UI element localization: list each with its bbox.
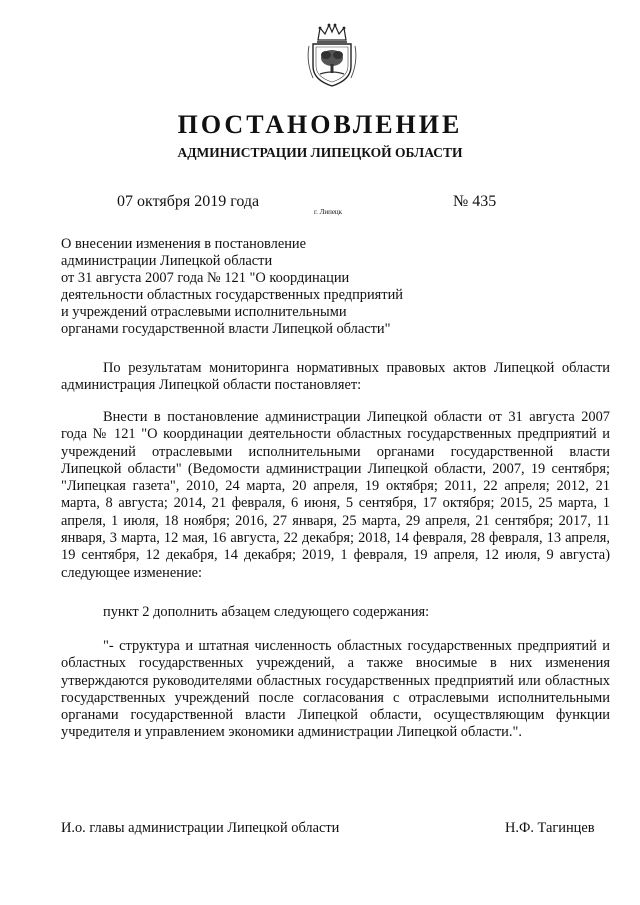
signatory-position: И.о. главы администрации Липецкой области [61,820,340,836]
signatory-name: Н.Ф. Тагинцев [505,820,595,836]
body-paragraph-amendment: Внести в постановление администрации Липецкой области от 31 августа 2007 года № 121 "О координации деятельности областных государственных предприятий и учреждений отраслевыми исполнительными органами государственной власти Липецкой области" (Ведомости администрации Липецкой области, 2007, 19 сентября; "Липецкая газета", 2010, 24 марта, 20 апреля, 19 октября; 2011, 22 апреля; 2012, 21 марта, 8 августа; 2014, 21 февраля, 6 июня, 5 сентября, 17 октября; 2015, 25 марта, 1 апреля, 1 июля, 18 ноября; 2016, 27 января, 25 марта, 29 апреля, 21 сентября; 2017, 11 января, 3 марта, 12 мая, 16 августа, 22 декабря; 2018, 14 февраля, 28 февраля, 13 апреля, 19 сентября, 12 декабря, 14 декабря; 2019, 1 февраля, 19 апреля, 12 июля, 9 августа) следующее изменение: [61,409,610,581]
caption-line: органами государственной власти Липецкой области" [61,321,391,337]
document-city: г. Липецк [314,208,343,216]
caption-line: О внесении изменения в постановление [61,236,307,252]
caption-line: и учреждений отраслевыми исполнительными [61,304,347,320]
body-paragraph-quote: "- структура и штатная численность областных государственных предприятий и областных государственных учреждений, а также вносимые в них изменения утверждаются руководителями областных государственных предприятий или областных государственных учреждений после согласования с отраслевыми исполнительными органами государственной власти Липецкой области, осуществляющим функции учредителя и управлением экономики администрации Липецкой области.". [61,638,610,741]
document-subtitle: АДМИНИСТРАЦИИ ЛИПЕЦКОЙ ОБЛАСТИ [177,145,463,160]
body-paragraph-instruction: пункт 2 дополнить абзацем следующего содержания: [103,604,430,620]
coat-of-arms-icon [304,22,360,90]
document-date: 07 октября 2019 года [117,193,260,210]
body-paragraph-preamble: По результатам мониторинга нормативных правовых актов Липецкой области администрация Липецкой области постановляет: [61,360,610,394]
document-caption [61,236,441,338]
caption-line: от 31 августа 2007 года № 121 "О координации [61,270,350,286]
document-number: № 435 [453,193,497,210]
caption-line: деятельности областных государственных предприятий [61,287,403,303]
document-title: ПОСТАНОВЛЕНИЕ [177,110,463,139]
caption-line: администрации Липецкой области [61,253,273,269]
